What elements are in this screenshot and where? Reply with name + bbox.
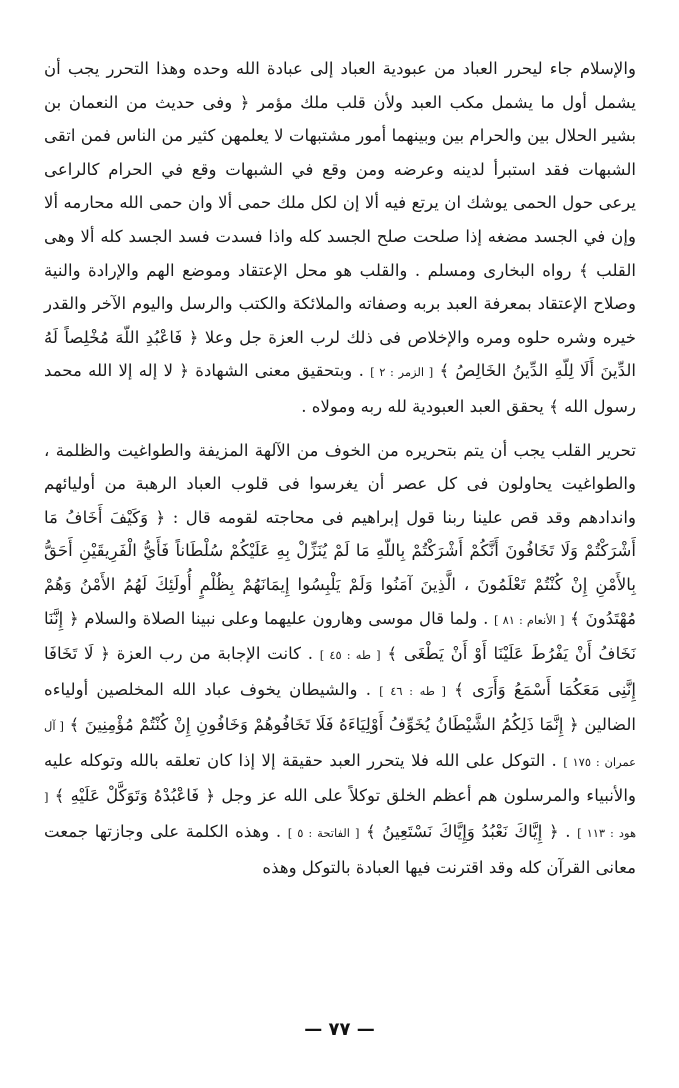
paragraph-2-text: . ﴿ إِيَّاكَ نَعْبُدُ وَإِيَّاكَ نَسْتَعِينُ ﴾ — [359, 822, 578, 842]
paragraph-1-text: . وبتحقيق معنى الشهادة ﴿ لا إله إلا الله محمد رسول الله ﴾ يحقق العبد العبودية لله ربه ومولاه . — [44, 361, 636, 416]
paragraph-2-text: تحرير القلب يجب أن يتم بتحريره من الخوف من الآلهة المزيفة والطواغيت والظلمة ، والطواغيت يحاولون فى كل عصر أن يغرسوا فى قلوب العباد الرهبة من أوليائهم وانداده‍م وقد قص علينا ربنا قول إبراهيم فى محاجته لقومه قال : ﴿ وَكَيْفَ أَخَافُ مَا أَشْرَكْتُمْ وَلَا تَخَافُونَ أَنَّكُمْ أَشْرَكْتُمْ بِاللّهِ مَا لَمْ يُنَزِّلْ بِهِ عَلَيْكُمْ سُلْطَاناً فَأَيُّ الْفَرِيقَيْنِ أَحَقُّ بِالأَمْنِ إِنْ كُنْتُمْ تَعْلَمُونَ ، الَّذِينَ آمَنُوا وَلَمْ يَلْبِسُوا إِيمَانَهُمْ بِظُلْمٍ أُولَئِكَ لَهُمُ الأَمْنُ وَهُمْ مُهْتَدُونَ ﴾ — [44, 440, 636, 628]
paragraph-2 — [44, 434, 636, 885]
paragraph-2-text: . كانت الإجابة من رب العزة ﴿ لَا تَخَافَا إِنَّنِى مَعَكُمَا أَسْمَعُ وَأَرَى ﴾ — [44, 644, 636, 699]
paragraph-2-text: . ولما قال موسى وهارون عليهما وعلى نبينا الصلاة والسلام ﴿ إِنَّنَا نَخَافُ أَنْ يَفْرُطَ عَلَيْنَا أَوْ أَنْ يَطْغَى ﴾ — [44, 608, 636, 664]
quran-reference: [ الفاتحة : ٥ ] — [287, 826, 360, 841]
paragraph-1 — [44, 52, 636, 424]
quran-reference: [ طه : ٤٥ ] — [319, 648, 381, 663]
paragraph-2-text: . التوكل على الله فلا يتحرر العبد حقيقة إلا إذا كان تعلقه بالله وتوكله عليه والأنبياء والمرسلون هم أعظم الخلق توكلاً على الله عز وجل ﴿ فَاعْبُدْهُ وَتَوَكَّلْ عَلَيْهِ ﴾ — [44, 750, 636, 806]
quran-reference: [ هود : ١١٣ ] — [44, 790, 637, 841]
page-number: — ٧٧ — — [304, 1019, 375, 1040]
quran-reference: [ آل عمران : ١٧٥ ] — [44, 719, 636, 769]
paragraph-2-text: . وهذه الكلمة على وجازتها جمعت معانى القرآن كله وقد اقترنت فيها العبادة بالتوكل وهذه — [44, 822, 636, 877]
quran-reference: [ الزمر : ٢ ] — [370, 365, 434, 380]
page-body — [44, 52, 636, 884]
paragraph-1-text: والإسلام جاء ليحرر العباد من عبودية العباد إلى عبادة الله وحده وهذا التحرر يجب أن يشمل أول ما يشمل مكب العبد ولأن قلب ملك مؤمر ﴿ وفى حديث من النعمان بن بشير الحلال بين والحرام بين وبينهما أمور مشتبهات لا يعلمهن كثير من الناس فمن اتقى الشبهات فقد استبرأ لدينه وعرضه ومن وقع في الشبهات وقع في الحرام كالراعى يرعى حول الحمى يوشك ان يرتع فيه ألا إن لكل ملك حمى ألا وان حمى الله محارمه ألا وإن في الجسد مضغه إذا صلحت صلح الجسد كله واذا فسدت فسد الجسد كله ألا وهى القلب ﴾ رواه البخارى ومسلم . والقلب هو محل الإعتقاد وموضع الهم والإرادة والنية وصلاح الإعتقاد بمعرفة العبد بربه وصفاته والملائكة والكتب والرسل واليوم الآخر والقدر خيره وشره حلوه ومره والإخلاص فى ذلك لرب العزة جل وعلا ﴿ فَاعْبُدِ اللّهَ مُخْلِصاً لَهُ الدِّينَ أَلَا لِلّهِ الدِّينُ الخَالِصُ ﴾ — [44, 59, 636, 381]
quran-reference: [ طه : ٤٦ ] — [379, 683, 446, 698]
paragraph-2-text: . والشيطان يخوف عباد الله المخلصين أولياءه الضالين ﴿ إِنَّمَا ذَلِكُمُ الشَّيْطَانُ يُخَوِّفُ أَوْلِيَاءَهُ فَلَا تَخَافُوهُمْ وَخَافُونِ إِنْ كُنْتُمْ مُؤْمِنِينَ ﴾ — [44, 679, 636, 735]
quran-reference: [ الأنعام : ٨١ ] — [494, 612, 565, 627]
